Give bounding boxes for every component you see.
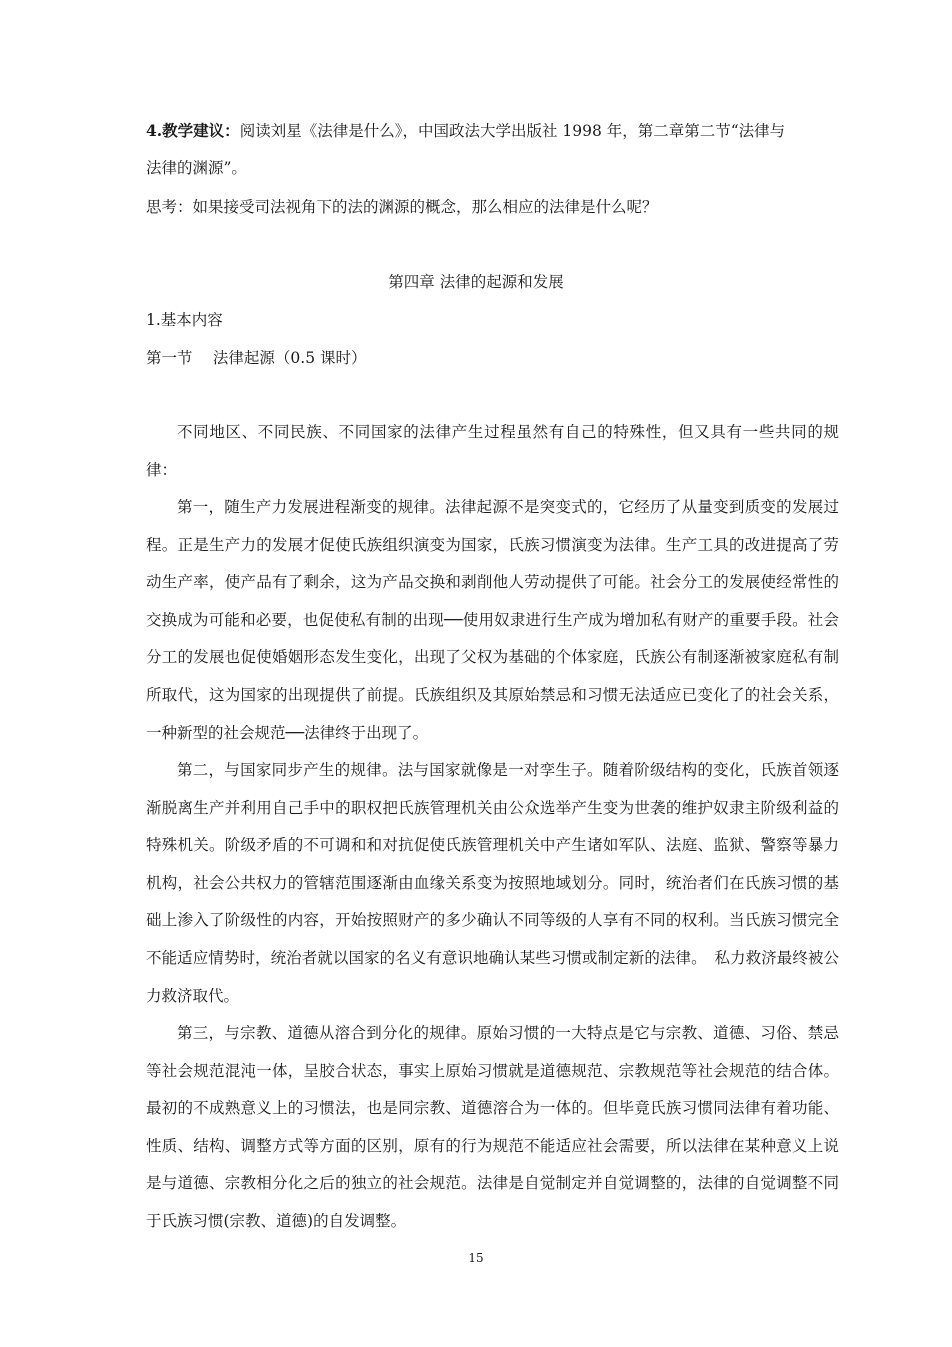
section-title: 第一节 法律起源（0.5 课时） (146, 349, 367, 367)
page-number: 15 (468, 1251, 484, 1265)
teaching-suggestion-line-2: 法律的渊源”。 (146, 159, 247, 177)
teaching-suggestion-line-1 (146, 121, 785, 141)
subheading-basic-content: 1.基本内容 (146, 311, 223, 329)
paragraph-third-rule: 第三，与宗教、道德从溶合到分化的规律。原始习惯的一大特点是它与宗教、道德、习俗、禁忌等社会规范混沌一体，呈胶合状态，事实上原始习惯就是道德规范、宗教规范等社会规范的结合体。最初的不成熟意义上的习惯法，也是同宗教、道德溶合为一体的。但毕竟氏族习惯同法律有着功能、性质、结构、调整方式等方面的区别，原有的行为规范不能适应社会需要，所以法律在某种意义上说是与道德、宗教相分化之后的独立的社会规范。法律是自觉制定并自觉调整的，法律的自觉调整不同于氏族习惯(宗教、道德)的自发调整。 (146, 1024, 839, 1230)
paragraph-second-rule: 第二，与国家同步产生的规律。法与国家就像是一对孪生子。随着阶级结构的变化，氏族首领逐渐脱离生产并利用自己手中的职权把氏族管理机关由公众选举产生变为世袭的维护奴隶主阶级利益的特殊机关。阶级矛盾的不可调和和对抗促使氏族管理机关中产生诸如军队、法庭、监狱、警察等暴力机构，社会公共权力的管辖范围逐渐由血缘关系变为按照地域划分。同时，统治者们在氏族习惯的基础上渗入了阶级性的内容，开始按照财产的多少确认不同等级的人享有不同的权利。当氏族习惯完全不能适应情势时，统治者就以国家的名义有意识地确认某些习惯或制定新的法律。 私力救济最终被公力救济取代。 (146, 761, 839, 1005)
paragraph-first-rule: 第一，随生产力发展进程渐变的规律。法律起源不是突变式的，它经历了从量变到质变的发展过程。正是生产力的发展才促使氏族组织演变为国家，氏族习惯演变为法律。生产工具的改进提高了劳动生产率，使产品有了剩余，这为产品交换和剥削他人劳动提供了可能。社会分工的发展使经常性的交换成为可能和必要，也促使私有制的出现──使用奴隶进行生产成为增加私有财产的重要手段。社会分工的发展也促使婚姻形态发生变化，出现了父权为基础的个体家庭，氏族公有制逐渐被家庭私有制所取代，这为国家的出现提供了前提。氏族组织及其原始禁忌和习惯无法适应已变化了的社会关系，一种新型的社会规范──法律终于出现了。 (146, 498, 839, 742)
thinking-question: 思考：如果接受司法视角下的法的渊源的概念，那么相应的法律是什么呢？ (146, 198, 658, 216)
paragraph-intro: 不同地区、不同民族、不同国家的法律产生过程虽然有自己的特殊性，但又具有一些共同的规律： (146, 423, 839, 479)
teaching-suggestion-text: 阅读刘星《法律是什么》，中国政法大学出版社 1998 年，第二章第二节“法律与 (239, 122, 786, 140)
chapter-title: 第四章 法律的起源和发展 (388, 273, 564, 291)
teaching-suggestion-label: 4.教学建议： (146, 121, 240, 140)
